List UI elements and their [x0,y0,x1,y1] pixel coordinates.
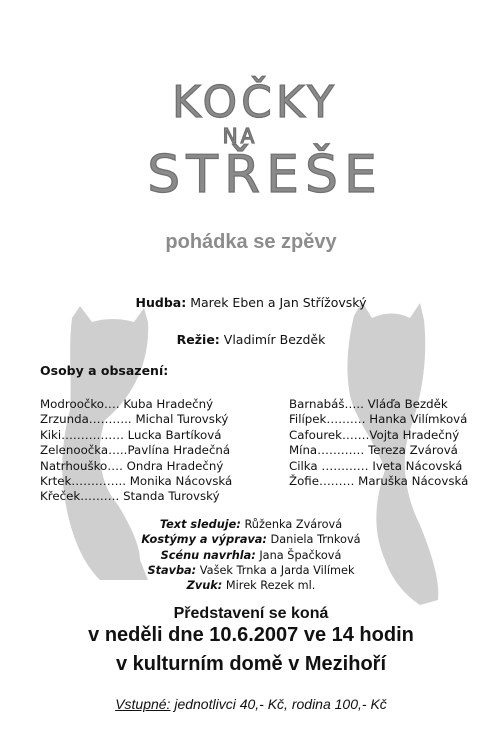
cast-row [40,474,232,489]
performance-intro: Představení se koná [173,605,329,622]
cast-role: Krtek………….. [40,474,130,489]
production-row [0,578,502,593]
music-credit [0,295,502,310]
title-line-3: STŘEŠE [147,145,383,205]
cast-role: Žofie……… [289,474,359,489]
subtitle: pohádka se zpěvy [165,231,337,253]
production-row [0,517,502,532]
cast-row [40,443,232,458]
production-row [0,532,502,547]
cast-row [40,428,232,443]
production-row [0,563,502,578]
production-row [0,548,502,563]
production-label: Scénu navrhla: [160,548,256,562]
cast-actor: Vláďa Bezděk [367,397,448,411]
cast-row [289,474,468,489]
director-label: Režie: [176,332,220,347]
title-logo [0,0,502,220]
cast-actor: Tereza Zvárová [368,443,458,458]
cast-heading: Osoby a obsazení: [40,363,169,378]
cast-list-left [40,397,232,505]
cast-row [289,412,468,427]
admission-label: Vstupné: [115,696,171,712]
production-label: Stavba: [147,563,197,577]
production-value: Jana Špačková [259,548,342,562]
cast-row [40,397,232,412]
cast-role: Cafourek……. [289,427,370,442]
production-value: Růženka Zvárová [244,518,343,531]
production-label: Zvuk: [186,579,223,593]
title-line-1: KOČKY [172,77,338,128]
performance-date: v neděli dne 10.6.2007 ve 14 hodin [88,624,414,646]
cast-row [289,428,468,443]
cast-role: Modroočko…. [40,397,124,411]
cast-role: Křeček………. [40,489,124,504]
admission-value: jednotlivci 40,- Kč, rodina 100,- Kč [170,696,387,712]
performance-place: v kulturním domě v Mezihoří [115,653,387,675]
production-value: Vašek Trnka a Jarda Vilímek [199,563,355,577]
cast-actor: Vojta Hradečný [369,427,460,442]
cast-actor: Michal Turovský [135,412,229,427]
title-line-2: NA [222,124,258,148]
cast-actor: Ondra Hradečný [126,458,224,473]
cast-role: Mína………… [289,443,369,458]
cast-row [289,459,468,474]
cast-row [289,397,468,412]
cast-row [40,489,232,504]
cast-role: Zrzunda……….. [40,412,136,427]
director-value: Vladimír Bezděk [223,332,326,347]
cast-row [40,412,232,427]
admission-line [0,696,502,712]
cast-row [40,459,232,474]
cast-actor: Lucka Bartíková [127,427,222,442]
production-label: Text sleduje: [159,518,241,531]
director-credit [0,332,502,347]
cast-role: Natrhouško…. [40,458,127,473]
cast-role: Cilka ………… [289,458,373,473]
cast-actor: Hanka Vilímková [369,412,468,427]
cast-role: Barnabáš….. [289,397,368,411]
production-value: Daniela Trnková [270,533,361,547]
cast-role: Zelenoočka….. [40,443,128,458]
cast-actor: Maruška Nácovská [358,474,469,489]
music-value: Marek Eben a Jan Střížovský [190,295,367,310]
production-value: Mirek Rezek ml. [225,579,316,593]
production-credits [0,517,502,593]
cast-actor: Kuba Hradečný [123,397,214,411]
cast-role: Kiki……………. [40,427,128,442]
cast-row [289,443,468,458]
cast-list-right [289,397,468,489]
production-label: Kostýmy a výprava: [141,533,267,547]
cast-actor: Iveta Nácovská [372,458,463,473]
cast-actor: Pavlína Hradečná [127,443,231,458]
music-label: Hudba: [135,295,187,310]
cast-role: Filípek………. [289,412,370,427]
cast-actor: Standa Turovský [123,489,220,504]
cast-actor: Monika Nácovská [129,474,233,489]
